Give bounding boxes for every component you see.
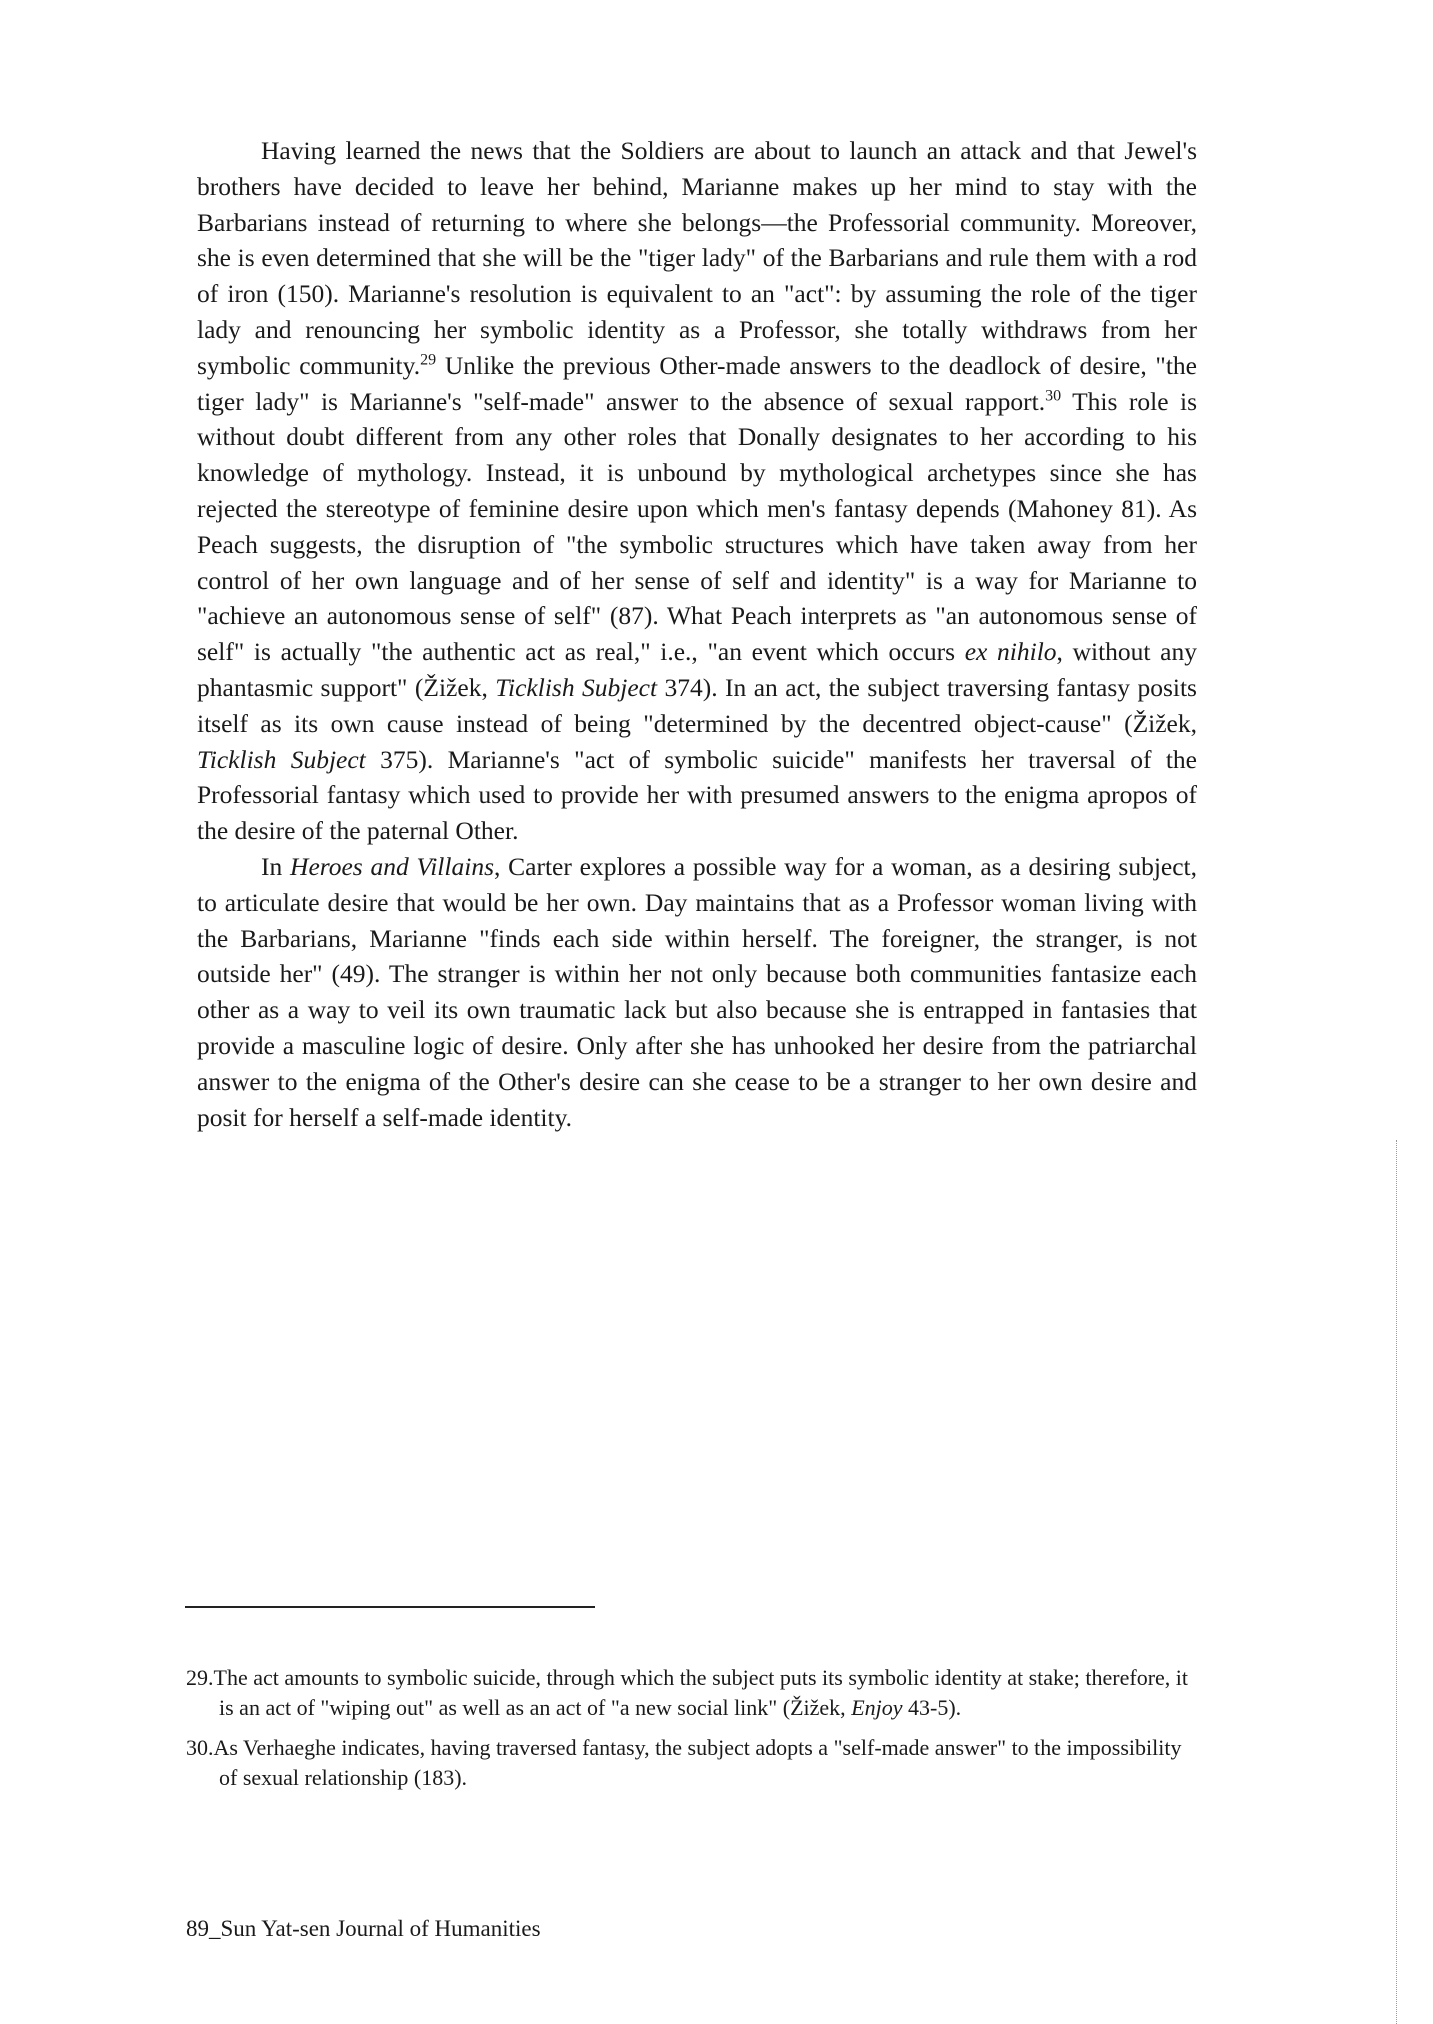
text-segment: 375). Marianne's "act of symbolic suicide" manifests her traversal of the Professorial fantasy which used to provide her with presumed answers to the enigma apropos of the desire of the paternal Other. [197,744,1197,846]
footnote-text: 30.As Verhaeghe indicates, having traversed fantasy, the subject adopts a "self-made answer" to the impossibility of sexual relationship (183). [186,1735,1182,1790]
book-title: Heroes and Villains [290,851,494,881]
italic-term: ex nihilo [964,637,1057,667]
text-segment: 374). In an act, the subject traversing fantasy posits itself as its own cause instead of being "determined by the decentred object-cause" (Žižek, [197,672,1197,738]
footnote-30 [186,1733,1191,1793]
text-segment: Having learned the news that the Soldiers are about to launch an attack and that Jewel's brothers have decided to leave her behind, Marianne makes up her mind to stay with the Barbarians instead of returning to where she belongs—the Professorial community. Moreover, she is even determined that she will be the "tiger lady" of the Barbarians and rule them with a rod of iron (150). Marianne's resolution is equivalent to an "act": by assuming the role of the tiger lady and renouncing her symbolic identity as a Professor, she totally withdraws from her symbolic community. [197,136,1197,380]
book-title: Enjoy [851,1695,903,1720]
text-segment: , Carter explores a possible way for a woman, as a desiring subject, to articulate desire that would be her own. Day maintains that as a Professor woman living with the Barbarians, Marianne "finds each side within herself. The foreigner, the stranger, is not outside her" (49). The stranger is within her not only because both communities fantasize each other as a way to veil its own traumatic lack but also because she is entrapped in fantasies that provide a masculine logic of desire. Only after she has unhooked her desire from the patriarchal answer to the enigma of the Other's desire can she cease to be a stranger to her own desire and posit for herself a self-made identity. [197,851,1198,1132]
footnote-text: 29.The act amounts to symbolic suicide, through which the subject puts its symbolic identity at stake; therefore, it is an act of "wiping out" as well as an act of "a new social link" (Žižek, [186,1665,1189,1720]
text-segment: Unlike the previous Other-made answers to the deadlock of desire, "the tiger lady" is Marianne's "self-made" answer to the absence of sexual rapport. [197,350,1197,416]
paragraph [197,849,1197,1135]
text-segment: , without any phantasmic support" (Žižek, [197,637,1197,702]
paragraph [197,133,1197,849]
body-text [197,133,1197,1135]
text-segment: This role is without doubt different from any other roles that Donally designates to her according to his knowledge of mythology. Instead, it is unbound by mythological archetypes since she has rejected the stereotype of feminine desire upon which men's fantasy depends (Mahoney 81). As Peach suggests, the disruption of "the symbolic structures which have taken away from her control of her own language and of her sense of self and identity" is a way for Marianne to "achieve an autonomous sense of self" (87). What Peach interprets as "an autonomous sense of self" is actually "the authentic act as real," i.e., "an event which occurs [197,386,1198,667]
scan-edge-line [1396,1140,1398,2024]
footnote-text: 43-5). [902,1695,962,1720]
footnote-ref-29[interactable]: 29 [420,351,437,369]
footnotes [186,1663,1191,1803]
footnote-divider [185,1606,595,1608]
book-title: Ticklish Subject [495,672,658,702]
footnote-ref-30[interactable]: 30 [1045,387,1062,405]
page-footer: 89_Sun Yat-sen Journal of Humanities [186,1916,541,1941]
footnote-29 [186,1663,1191,1723]
text-segment: In [261,851,291,881]
book-title: Ticklish Subject [197,744,366,774]
